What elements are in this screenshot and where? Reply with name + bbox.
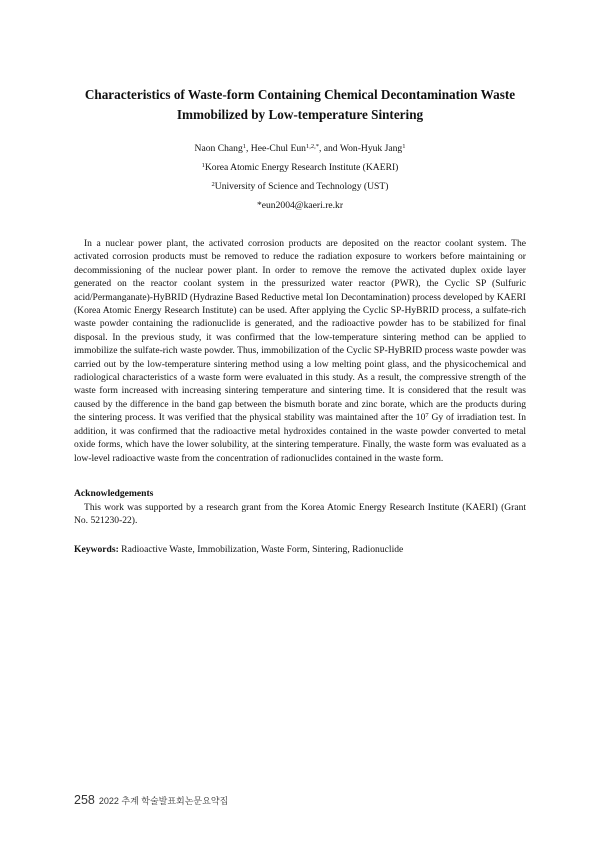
corresponding-email: *eun2004@kaeri.re.kr (256, 200, 344, 211)
page-number: 258 (74, 793, 95, 807)
author-2-affiliation (306, 143, 319, 150)
author-2: Hee-Chul Eun (250, 143, 306, 154)
author-separator: , and (318, 143, 340, 154)
affiliation-2 (60, 180, 540, 193)
author-separator: , (246, 143, 251, 154)
author-list (60, 142, 540, 155)
abstract-text-1: In a nuclear power plant, the activated corrosion products are deposited on the reactor coolant system. The activated corrosion products must be removed to reduce the radiation exposure to workers before maintaining or decommissioning of the nuclear power plant. In order to remove the remove the activated duplex oxide layer generated on the reactor coolant system in the pressurized water reactor (PWR), the Cyclic SP (Sulfuric acid/Permanganate)-HyBRID (Hydrazine Based Reductive metal Ion Decontamination) process developed by KAERI (Korea Atomic Energy Research Institute) can be used. After applying the Cyclic SP-HyBRID process, a sulfate-rich waste powder containing the radionuclide is generated, and the radioactive powder has to be stabilized for final disposal. In the previous study, it was confirmed that the low-temperature sintering method can be applied to immobilize the sulfate-rich waste powder. Thus, immobilization of the Cyclic SP-HyBRID process waste powder was carried out by the low-temperature sintering method using a low melting point glass, and the physicochemical and radiological characteristics of a waste form were evaluated in this study. As a result, the compressive strength of the waste form increased with increasing sintering temperature and sintering time. It is considered that the result was caused by the difference in the band gap between the bismuth borate and zinc borate, which are the products during the sintering process. It was verified that the physical stability was maintained after the 10 (74, 238, 526, 424)
affiliation-2-text: University of Science and Technology (UST) (214, 181, 389, 192)
author-1: Naon Chang (194, 143, 243, 154)
author-1-affiliation: 1 (242, 143, 246, 150)
keywords-text: Radioactive Waste, Immobilization, Waste Form, Sintering, Radionuclide (118, 544, 404, 555)
acknowledgements-heading: Acknowledgements (74, 488, 154, 499)
keywords-line (74, 543, 526, 556)
keywords-label: Keywords: (74, 544, 119, 555)
paper-title (60, 85, 540, 125)
page-footer (74, 791, 228, 809)
abstract-exponent: 7 (425, 412, 429, 420)
title-line-1: Characteristics of Waste-form Containing Chemical Decontamination Waste (84, 87, 516, 102)
author-3: Won-Hyuk Jang (339, 143, 403, 154)
affiliation-2-marker: 2 (211, 181, 215, 188)
title-line-2: Immobilized by Low-temperature Sintering (176, 107, 424, 122)
abstract-text-2: Gy of irradiation test. In addition, it was confirmed that the radioactive metal hydroxides contained in the waste powder converted to metal oxide forms, which have the lower solubility, at the sintering temperature. Finally, the waste form was evaluated as a low-level radioactive waste from the concentration of radionuclides contained in the waste form. (74, 412, 526, 464)
acknowledgements-text: This work was supported by a research grant from the Korea Atomic Energy Research Institute (KAERI) (Grant No. 521230-22). (74, 502, 526, 527)
author-3-affiliation: 1 (402, 143, 406, 150)
corresponding-author-mark: * (315, 143, 319, 150)
affiliation-1 (60, 161, 540, 174)
proceedings-name: 2022 추계 학술발표회논문요약집 (98, 796, 229, 806)
abstract-paragraph (74, 237, 526, 465)
affiliation-1-text: Korea Atomic Energy Research Institute (KAERI) (204, 162, 399, 173)
affiliation-1-marker: 1 (201, 162, 205, 169)
author-2-affiliation-numbers: 1,2, (305, 143, 316, 150)
